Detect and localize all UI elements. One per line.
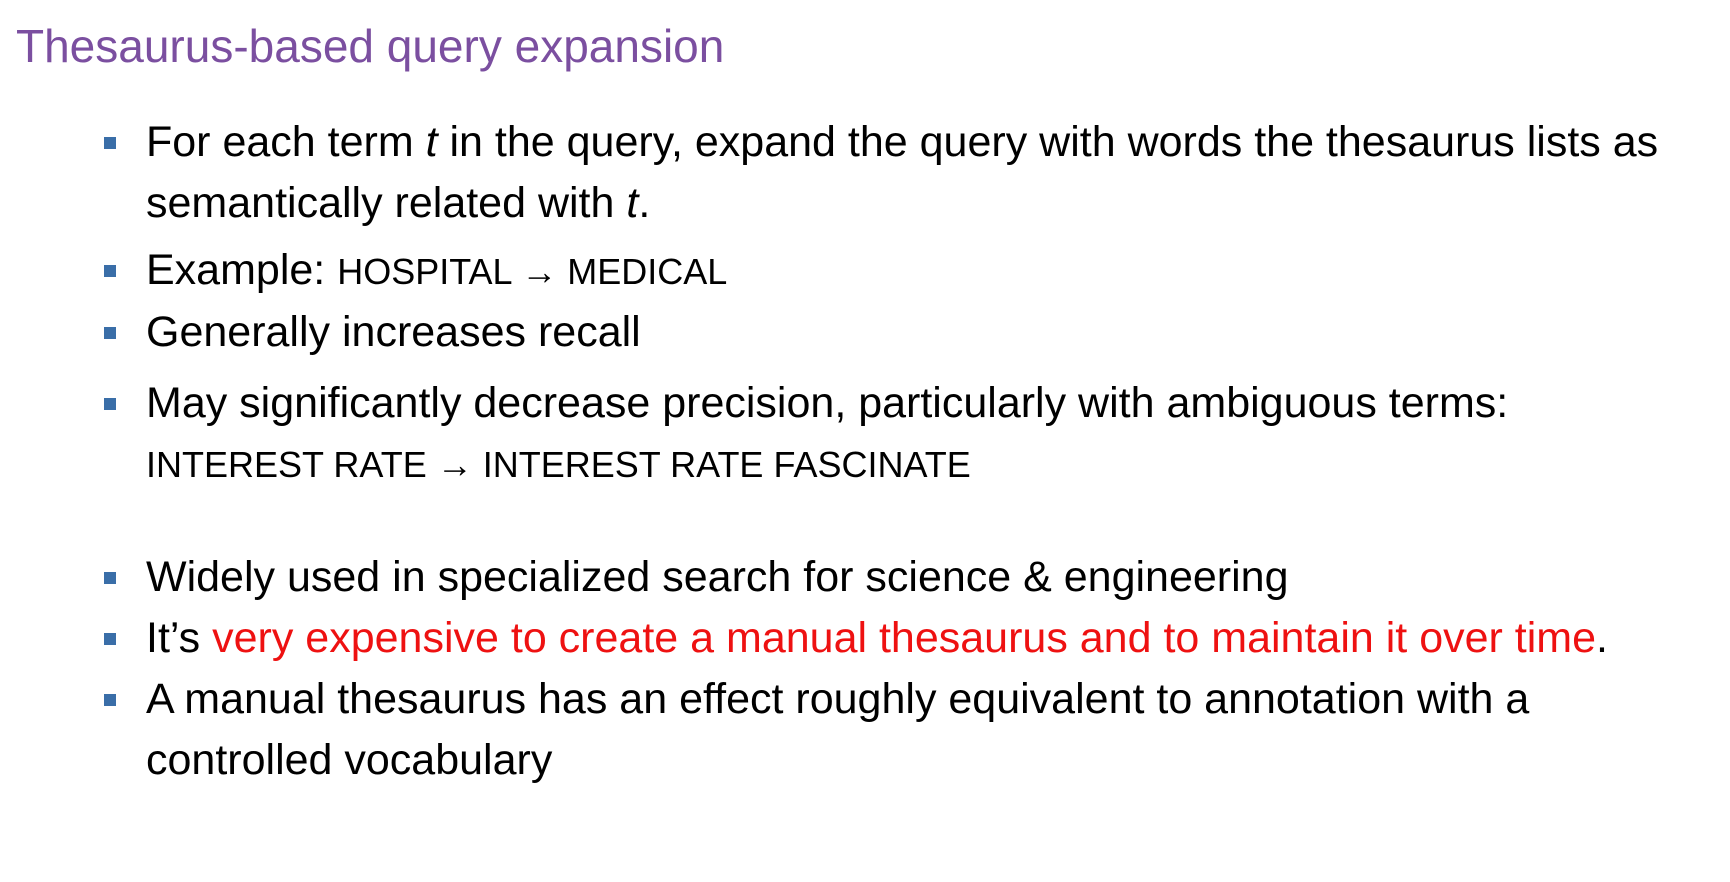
bullet-expensive [98, 608, 1668, 669]
square-bullet-icon [104, 265, 116, 277]
square-bullet-icon [104, 694, 116, 706]
bullet-precision [98, 373, 1668, 495]
ambiguous-example [146, 434, 1668, 495]
term-variable: t [425, 118, 438, 166]
bullet-text: Example: [146, 246, 338, 294]
bullet-manual-thesaurus [98, 669, 1668, 791]
bullet-expand-terms [98, 112, 1668, 234]
square-bullet-icon [104, 398, 116, 410]
bullet-text: It’s [146, 614, 213, 662]
example-from-term: INTEREST RATE [146, 444, 427, 485]
example-to-term: INTEREST RATE FASCINATE [482, 444, 971, 485]
arrow-icon: → [426, 444, 483, 485]
bullet-text: Generally increases recall [146, 308, 641, 356]
slide-title: Thesaurus-based query expansion [16, 20, 725, 72]
example-to-term: MEDICAL [567, 251, 728, 292]
square-bullet-icon [104, 327, 116, 339]
bullet-example [98, 240, 1668, 302]
square-bullet-icon [104, 572, 116, 584]
bullet-text: in the query, expand the query with words the thesaurus lists as semantically related with [146, 118, 1659, 227]
bullet-text: . [1596, 614, 1608, 662]
square-bullet-icon [104, 633, 116, 645]
bullet-specialized-search [98, 547, 1668, 608]
bullet-text: May significantly decrease precision, particularly with ambiguous terms: [146, 379, 1509, 427]
arrow-icon: → [511, 251, 568, 292]
square-bullet-icon [104, 137, 116, 149]
example-from-term: HOSPITAL [337, 251, 512, 292]
highlighted-text: very expensive to create a manual thesaurus and to maintain it over time [212, 614, 1597, 662]
term-variable: t [626, 179, 639, 227]
bullet-text: A manual thesaurus has an effect roughly equivalent to annotation with a controlled vocabulary [146, 675, 1530, 784]
bullet-text: Widely used in specialized search for science & engineering [146, 553, 1289, 601]
bullet-list [98, 112, 1668, 791]
bullet-recall [98, 302, 1668, 363]
bullet-text: . [638, 179, 651, 227]
bullet-text: For each term [146, 118, 426, 166]
